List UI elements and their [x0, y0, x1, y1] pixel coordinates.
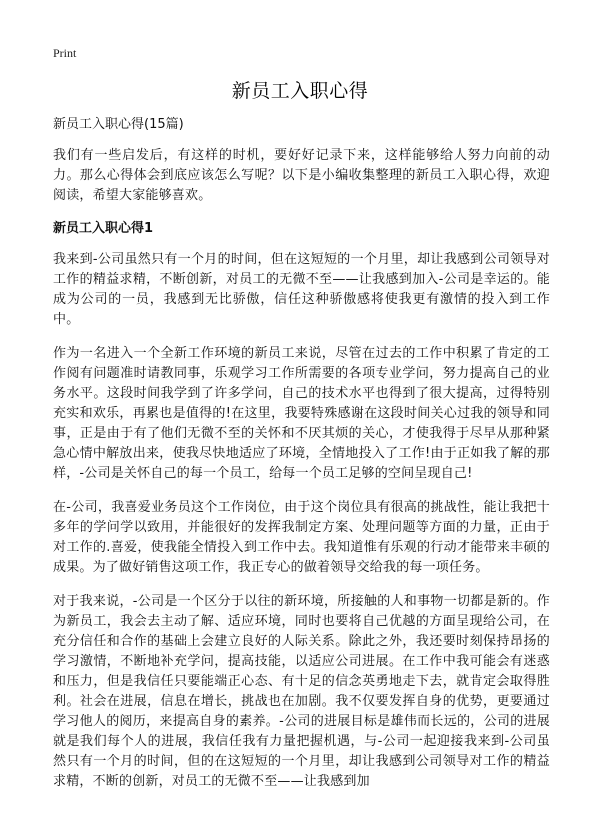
print-label[interactable]: Print [53, 46, 77, 60]
section-heading: 新员工入职心得1 [53, 221, 154, 236]
body-paragraph-1: 我来到-公司虽然只有一个月的时间，但在这短短的一个月里，却让我感到公司领导对工作的精益求精，不断创新，对员工的无微不至——让我感到加入-公司是幸运的。能成为公司的一员，我感到无比骄傲，信任这种骄傲感将使我更有激情的投入到工作中。 [53, 252, 550, 327]
document-subtitle: 新员工入职心得(15篇) [53, 117, 184, 132]
body-paragraph-2: 作为一名进入一个全新工作环境的新员工来说，尽管在过去的工作中积累了肯定的工作阅有问题准时请教同事，乐观学习工作所需要的各项专业学问，努力提高自己的业务水平。这段时间我学到了许多学问，自己的技术水平也得到了很大提高，过得特别充实和欢乐，再累也是值得的!在这里，我要特殊感谢在这段时间关心过我的领导和同事，正是由于有了他们无微不至的关怀和不厌其烦的关心，才使我得于尽早从那种紧急心情中解放出来，使我尽快地适应了环境，全情地投入了工作!由于正如我了解的那样，-公司是关怀自己的每一个员工，给每一个员工足够的空间呈现自己! [53, 346, 550, 481]
body-paragraph-4: 对于我来说，-公司是一个区分于以往的新环境，所接触的人和事物一切都是新的。作为新员工，我会去主动了解、适应环境，同时也要将自己优越的方面呈现给公司，在充分信任和合作的基础上会建立良好的人际关系。除此之外，我还要时刻保持昂扬的学习激情，不断地补充学问，提高技能，以适应公司进展。在工作中我可能会有迷惑和压力，但是我信任只要能端正心态、有十足的信念英勇地走下去，就肯定会取得胜利。社会在进展，信息在增长，挑战也在加剧。我不仅要发挥自身的优势，更要通过学习他人的阅历，来提高自身的素养。-公司的进展目标是雄伟而长远的，公司的进展就是我们每个人的进展，我信任我有力量把握机遇，与-公司一起迎接我来到-公司虽然只有一个月的时间，但的在这短短的一个月里，却让我感到公司领导对工作的精益求精，不断的创新，对员工的无微不至——让我感到加 [53, 594, 550, 789]
body-paragraph-3: 在-公司，我喜爱业务员这个工作岗位，由于这个岗位具有很高的挑战性，能让我把十多年的学问学以致用，并能很好的发挥我制定方案、处理问题等方面的力量，正由于对工作的.喜爱，使我能全情投入到工作中去。我知道惟有乐观的行动才能带来丰硕的成果。为了做好销售这项工作，我正专心的做着领导交给我的每一项任务。 [53, 500, 550, 575]
intro-paragraph: 我们有一些启发后，有这样的时机，要好好记录下来，这样能够给人努力向前的动力。那么心得体会到底应该怎么写呢？以下是小编收集整理的新员工入职心得，欢迎阅读，希望大家能够喜欢。 [53, 148, 550, 203]
page-title: 新员工入职心得 [231, 80, 369, 102]
document-body [53, 116, 550, 806]
